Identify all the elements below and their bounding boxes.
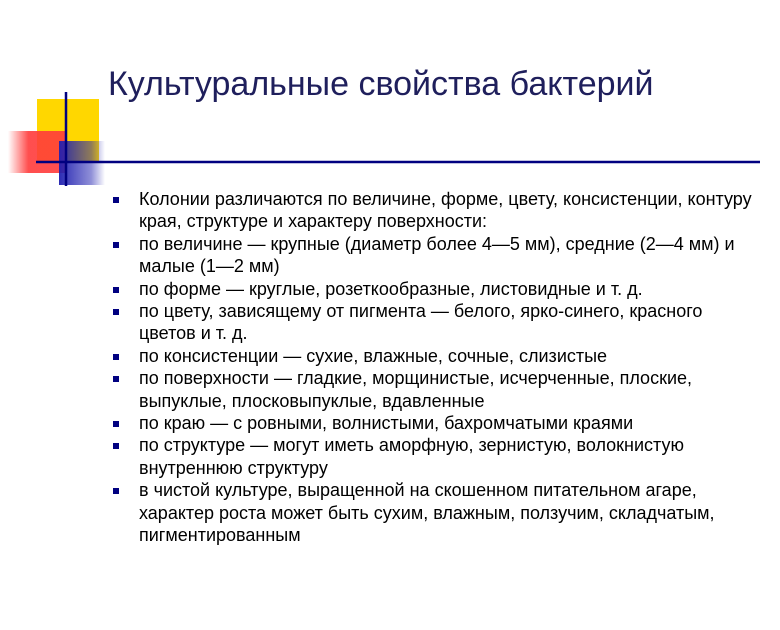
slide-title: Культуральные свойства бактерий xyxy=(108,65,654,103)
bullet-text: в чистой культуре, выращенной на скошенном питательном агаре, характер роста может быть сухим, влажным, ползучим, складчатым, пигментированным xyxy=(139,480,715,546)
bullet-text: по величине — крупные (диаметр более 4—5 мм), средние (2—4 мм) и малые (1—2 мм) xyxy=(139,233,735,277)
square-bullet-icon xyxy=(113,376,119,382)
list-item xyxy=(108,412,758,434)
bullet-text: Колонии различаются по величине, форме, цвету, консистенции, контуру края, структуре и характеру поверхности: xyxy=(139,189,752,232)
square-bullet-icon xyxy=(113,354,119,360)
square-bullet-icon xyxy=(113,443,119,449)
square-bullet-icon xyxy=(113,242,119,248)
bullet-text: по структуре — могут иметь аморфную, зернистую, волокнистую внутреннюю структуру xyxy=(139,435,685,478)
list-item xyxy=(108,367,758,412)
bullet-text: по консистенции — сухие, влажные, сочные, слизистые xyxy=(139,345,608,366)
bullet-list xyxy=(108,188,758,547)
bullet-text: по цвету, зависящему от пигмента — белого, ярко-синего, красного цветов и т. д. xyxy=(139,301,703,344)
square-bullet-icon xyxy=(113,197,119,203)
list-item xyxy=(108,233,758,278)
bullet-text: по краю — с ровными, волнистыми, бахромчатыми краями xyxy=(139,413,634,434)
square-bullet-icon xyxy=(113,488,119,494)
decor-yellow-square xyxy=(37,99,99,161)
decor-blue-square xyxy=(59,141,105,185)
square-bullet-icon xyxy=(113,309,119,315)
list-item xyxy=(108,188,758,233)
square-bullet-icon xyxy=(113,287,119,293)
list-item xyxy=(108,278,758,300)
decor-red-square xyxy=(8,131,66,173)
list-item xyxy=(108,479,758,546)
list-item xyxy=(108,300,758,345)
list-item xyxy=(108,345,758,367)
square-bullet-icon xyxy=(113,421,119,427)
bullet-text: по поверхности — гладкие, морщинистые, исчерченные, плоские, выпуклые, плосковыпуклые, вдавленные xyxy=(139,368,693,411)
bullet-text: по форме — круглые, розеткообразные, листовидные и т. д. xyxy=(139,278,643,299)
list-item xyxy=(108,434,758,479)
